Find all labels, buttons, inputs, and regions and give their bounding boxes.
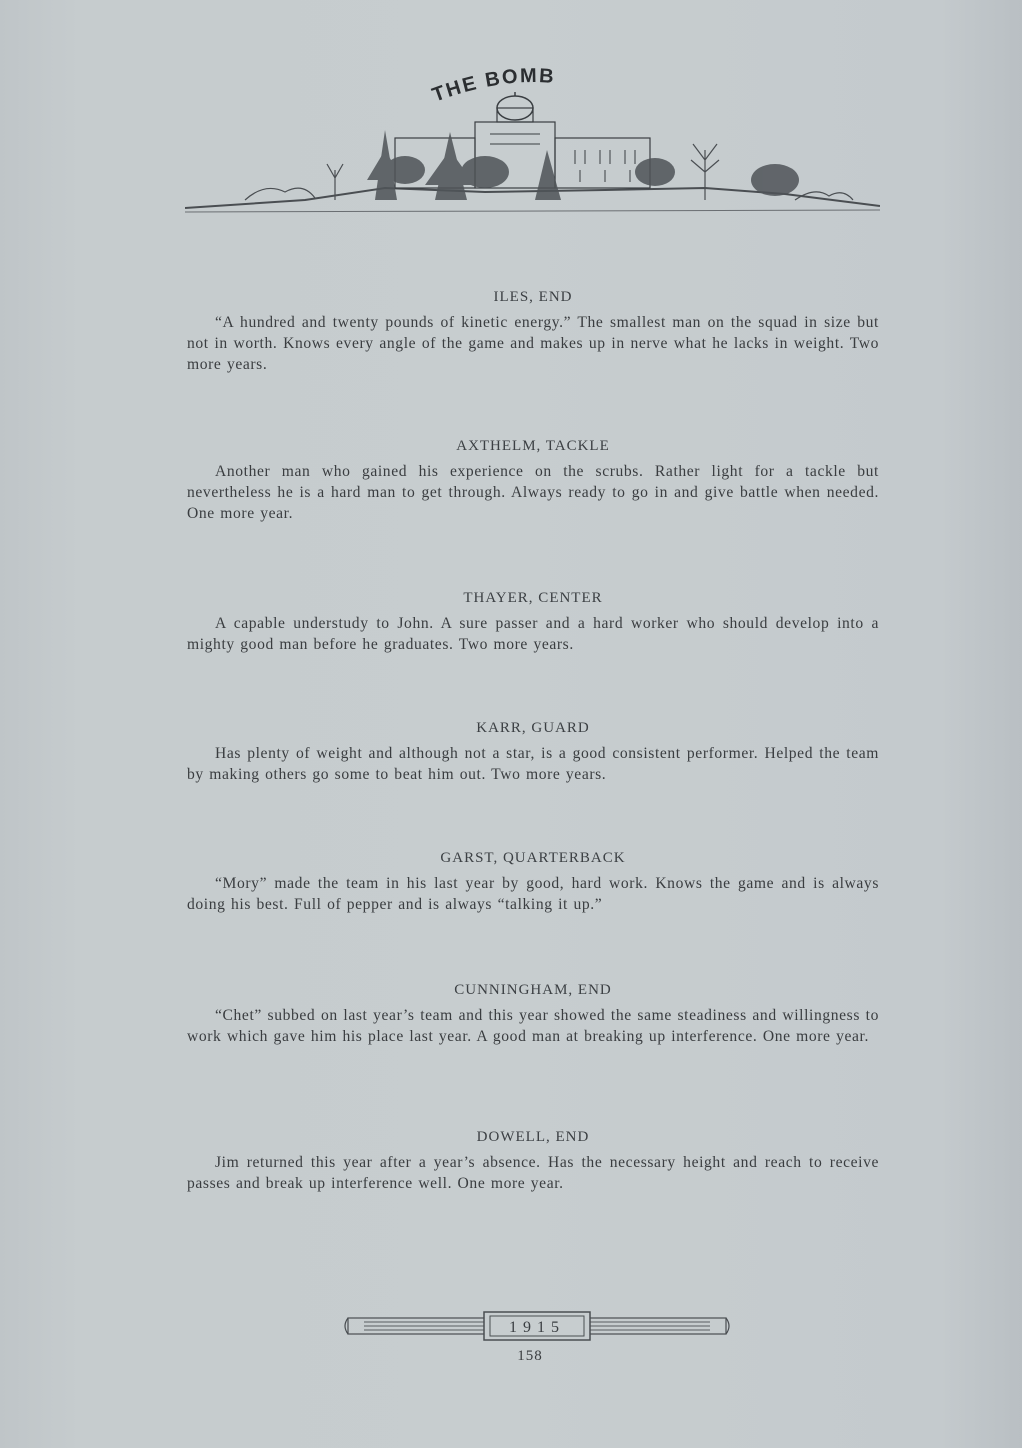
entry-body: “Mory” made the team in his last year by good, hard work. Knows the game and is always doing his best. Full of pepper and is always “talking it up.” — [187, 875, 879, 913]
footer-year: 1915 — [509, 1319, 565, 1336]
entry-title: DOWELL, END — [476, 1129, 590, 1145]
entry-body: A capable understudy to John. A sure passer and a hard worker who should develop into a mighty good man before he graduates. Two more years. — [187, 615, 879, 653]
campus-building-illustration-icon — [185, 60, 880, 220]
player-entry — [187, 438, 879, 524]
page-number: 158 — [517, 1348, 543, 1364]
player-entry — [187, 590, 879, 655]
entry-title: THAYER, CENTER — [463, 590, 603, 606]
player-entry — [187, 982, 879, 1047]
entry-title: ILES, END — [493, 289, 573, 305]
year-band-ornament-icon — [344, 1308, 730, 1342]
header-title: THE BOMB — [429, 64, 557, 107]
entry-body: “A hundred and twenty pounds of kinetic energy.” The smallest man on the squad in size but not in worth. Knows every angle of the game and makes up in nerve what he lacks in weight. Two more years. — [187, 314, 879, 373]
entry-title: KARR, GUARD — [476, 720, 590, 736]
svg-text:THE BOMB — [429, 65, 556, 107]
entry-title: GARST, QUARTERBACK — [440, 850, 626, 866]
player-entry — [187, 720, 879, 785]
page-header — [185, 60, 880, 220]
entry-body: Another man who gained his experience on the scrubs. Rather light for a tackle but nevertheless he is a hard man to get through. Always ready to go in and give battle when needed. One more year. — [187, 463, 879, 522]
entry-body: “Chet” subbed on last year’s team and this year showed the same steadiness and willingness to work which gave him his place last year. A good man at breaking up interference. One more year. — [187, 1007, 879, 1045]
player-entry — [187, 289, 879, 375]
entry-title: AXTHELM, TACKLE — [456, 438, 610, 454]
player-entry — [187, 850, 879, 915]
entry-body: Has plenty of weight and although not a star, is a good consistent performer. Helped the team by making others go some to beat him out. Two more years. — [187, 745, 879, 783]
entry-body: Jim returned this year after a year’s absence. Has the necessary height and reach to receive passes and break up interference well. One more year. — [187, 1154, 879, 1192]
entry-title: CUNNINGHAM, END — [454, 982, 612, 998]
player-entry — [187, 1129, 879, 1194]
